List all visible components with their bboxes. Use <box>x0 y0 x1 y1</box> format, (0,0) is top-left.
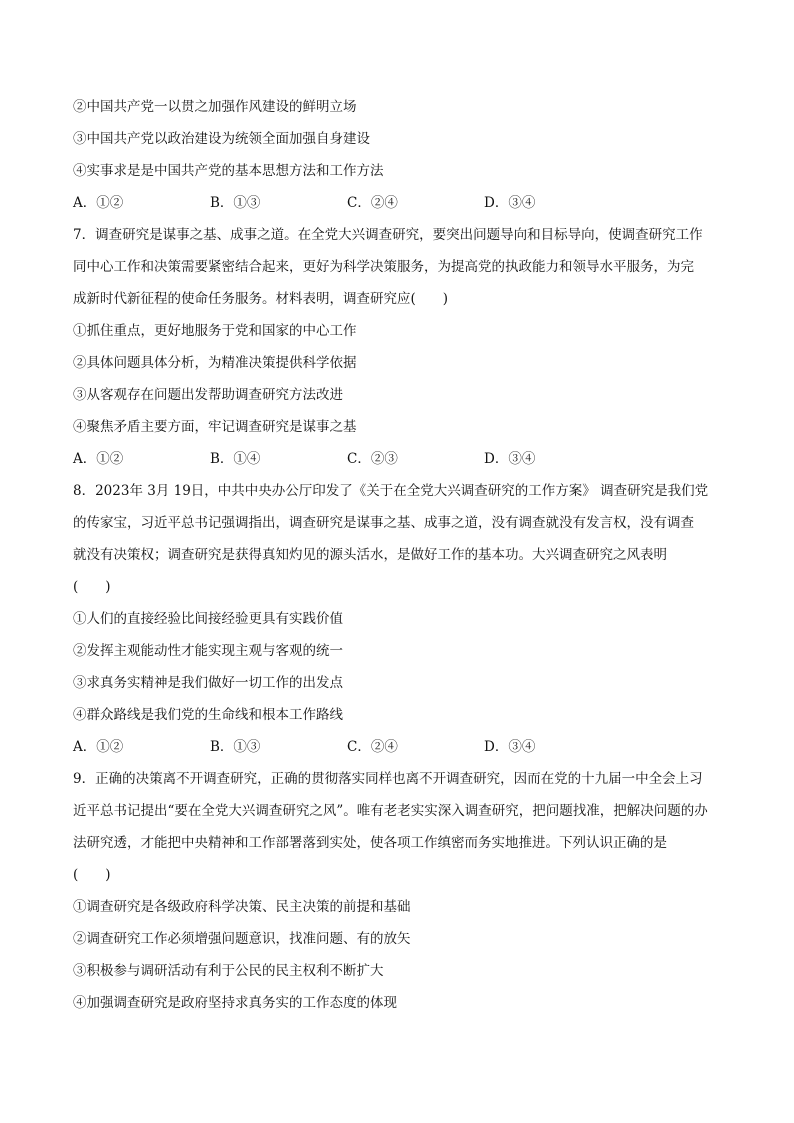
q9-statement-3: ③积极参与调研活动有利于公民的民主权利不断扩大 <box>73 963 384 979</box>
q6-statement-3: ③中国共产党以政治建设为统领全面加强自身建设 <box>73 131 370 147</box>
q9-stem-line-1: 9．正确的决策离不开调查研究，正确的贯彻落实同样也离不开调查研究，因而在党的十九届一中全会上习 <box>73 771 703 787</box>
q9-statement-1: ①调查研究是各级政府科学决策、民主决策的前提和基础 <box>73 899 411 915</box>
q8-stem-line-2: 的传家宝，习近平总书记强调指出，调查研究是谋事之基、成事之道，没有调查就没有发言权，没有调查 <box>73 515 694 531</box>
q6-statement-2: ②中国共产党一以贯之加强作风建设的鲜明立场 <box>73 99 357 115</box>
q9-statement-2: ②调查研究工作必须增强问题意识，找准问题、有的放矢 <box>73 931 411 947</box>
q8-options <box>73 737 723 757</box>
q8-statement-4: ④群众路线是我们党的生命线和根本工作路线 <box>73 707 343 723</box>
q7-stem-line-2: 同中心工作和决策需要紧密结合起来，更好为科学决策服务，为提高党的执政能力和领导水平服务，为完 <box>73 259 694 275</box>
q6-option-a: A．①② <box>73 195 124 211</box>
q8-stem-line-1: 8．2023年 3月 19日，中共中央办公厅印发了《关于在全党大兴调查研究的工作方案》 调查研究是我们党 <box>73 483 709 499</box>
exam-page <box>73 97 723 1013</box>
q6-option-c: C．②④ <box>347 195 398 211</box>
q9-stem-line-2: 近平总书记提出“要在全党大兴调查研究之风”。唯有老老实实深入调查研究，把问题找准，把解决问题的办 <box>73 803 708 819</box>
q7-options <box>73 449 723 469</box>
q7-statement-3: ③从客观存在问题出发帮助调查研究方法改进 <box>73 387 343 403</box>
q6-option-d: D．③④ <box>484 195 536 211</box>
q8-stem-line-3: 就没有决策权；调查研究是获得真知灼见的源头活水，是做好工作的基本功。大兴调查研究之风表明 <box>73 547 667 563</box>
q7-option-d: D．③④ <box>484 451 536 467</box>
q8-statement-1: ①人们的直接经验比间接经验更具有实践价值 <box>73 611 343 627</box>
q8-option-b: B．①③ <box>210 739 261 755</box>
q7-option-b: B．①④ <box>210 451 261 467</box>
q7-option-c: C．②③ <box>347 451 398 467</box>
q6-options <box>73 193 723 213</box>
q6-option-b: B．①③ <box>210 195 261 211</box>
q9-stem-line-3: 法研究透，才能把中央精神和工作部署落到实处，使各项工作缜密而务实地推进。下列认识正确的是 <box>73 835 667 851</box>
q7-statement-4: ④聚焦矛盾主要方面，牢记调查研究是谋事之基 <box>73 419 357 435</box>
q8-answer-bracket: ( ) <box>73 579 111 595</box>
q8-statement-3: ③求真务实精神是我们做好一切工作的出发点 <box>73 675 343 691</box>
q7-statement-1: ①抓住重点，更好地服务于党和国家的中心工作 <box>73 323 357 339</box>
q6-statement-4: ④实事求是是中国共产党的基本思想方法和工作方法 <box>73 163 384 179</box>
q9-statement-4: ④加强调查研究是政府坚持求真务实的工作态度的体现 <box>73 995 397 1011</box>
q7-statement-2: ②具体问题具体分析，为精准决策提供科学依据 <box>73 355 357 371</box>
q8-option-d: D．③④ <box>484 739 536 755</box>
q8-option-c: C．②④ <box>347 739 398 755</box>
q8-option-a: A．①② <box>73 739 124 755</box>
q7-stem-line-1: 7．调查研究是谋事之基、成事之道。在全党大兴调查研究，要突出问题导向和目标导向，使调查研究工作 <box>73 227 703 243</box>
q9-answer-bracket: ( ) <box>73 867 111 883</box>
q7-stem-line-3: 成新时代新征程的使命任务服务。材料表明，调查研究应( ) <box>73 291 449 307</box>
q7-option-a: A．①② <box>73 451 124 467</box>
q8-statement-2: ②发挥主观能动性才能实现主观与客观的统一 <box>73 643 343 659</box>
